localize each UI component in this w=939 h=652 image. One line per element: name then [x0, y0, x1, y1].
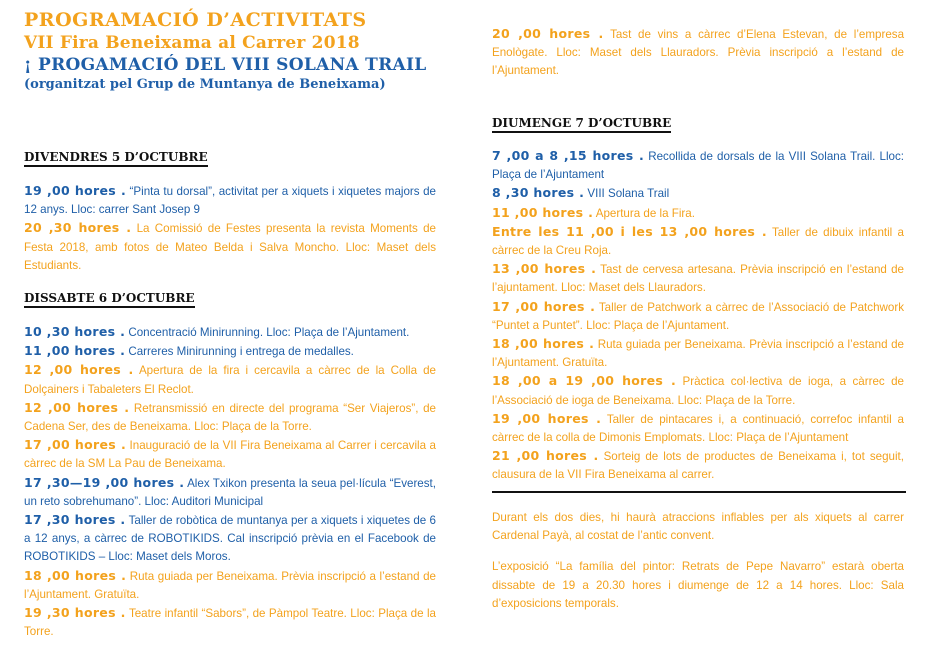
entry-time: 13 ,00 hores . [492, 261, 596, 276]
entry-time: 19 ,30 hores . [24, 605, 126, 620]
organizer-note: (organitzat pel Grup de Muntanya de Beneixama) [24, 77, 386, 92]
entry-time: 7 ,00 a 8 ,15 hores . [492, 148, 644, 163]
friday-heading: DIVENDRES 5 D’OCTUBRE [24, 150, 208, 167]
entry-description: Apertura de la fira i cercavila a càrrec de la Colla de Dolçainers i Tabaleters El Reclot. [24, 364, 436, 396]
entry-time: 18 ,00 hores . [24, 568, 126, 583]
entry-time: 10 ,30 hores . [24, 324, 125, 339]
fair-subtitle: VII Fira Beneixama al Carrer 2018 [24, 33, 360, 53]
schedule-entry [492, 372, 904, 409]
entry-time: 17 ,00 hores . [24, 437, 126, 452]
entry-description: Retransmissió en directe del programa “Ser Viajeros”, de Cadena Ser, des de Beneixama. Lloc: Plaça de la Torre. [24, 401, 436, 434]
schedule-entry [24, 342, 436, 361]
schedule-entry [24, 567, 436, 604]
entry-description: Recollida de dorsals de la VIII Solana Trail. Lloc: Plaça de l’Ajuntament [492, 150, 904, 182]
entry-description: La Comissió de Festes presenta la revista Moments de Festa 2018, amb fotos de Mateo Belda i Salva Moncho. Lloc: Maset dels Estudiants. [24, 222, 436, 272]
sunday-list [492, 147, 904, 485]
entry-time: 20 ,00 hores . [492, 26, 604, 41]
entry-description: Taller de pintacares i, a continuació, correfoc infantil a càrrec de la colla de Dimonis Emplomats. Lloc: Plaça de l’Ajuntament [492, 412, 904, 445]
entry-time: 11 ,00 hores . [24, 343, 125, 358]
saturday-list [24, 323, 436, 641]
schedule-entry [24, 399, 436, 436]
entry-time: 8 ,30 hores . [492, 185, 584, 200]
schedule-entry [492, 223, 904, 260]
entry-description: Carreres Minirunning i entrega de medalles. [128, 345, 354, 359]
schedule-entry [24, 182, 436, 219]
schedule-entry [492, 410, 904, 447]
entry-time: 17 ,30 hores . [24, 512, 125, 527]
entry-time: 20 ,30 hores . [24, 220, 131, 235]
entry-time: 21 ,00 hores . [492, 448, 599, 463]
schedule-entry [492, 204, 904, 223]
section-divider [492, 491, 906, 493]
entry-time: 11 ,00 hores . [492, 205, 593, 220]
schedule-entry [24, 511, 436, 567]
header [24, 9, 427, 94]
entry-time: 18 ,00 a 19 ,00 hores . [492, 373, 676, 388]
schedule-entry [24, 323, 436, 342]
schedule-entry [492, 184, 904, 203]
schedule-entry [492, 447, 904, 484]
inflatables-note: Durant els dos dies, hi haurà atraccions inflables per als xiquets al carrer Cardenal Payà, al costat de l’antic convent. [492, 511, 904, 543]
schedule-entry [24, 219, 436, 275]
entry-description: Ruta guiada per Beneixama. Prèvia inscripció a l’estand de l’Ajuntament. Gratuïta. [24, 569, 436, 601]
saturday-continued-list [492, 25, 904, 81]
entry-description: Alex Txikon presenta la seua pel·lícula “Everest, un reto sobrehumano”. Lloc: Auditori Municipal [24, 476, 436, 508]
schedule-entry [24, 436, 436, 473]
schedule-entry [24, 604, 436, 641]
entry-description: “Pinta tu dorsal”, activitat per a xiquets i xiquetes majors de 12 anys. Lloc: carrer Sant Josep 9 [24, 185, 437, 217]
entry-description: Taller de Patchwork a càrrec de l’Associació de Patchwork “Puntet a Puntet”. Lloc: Plaça de l’Ajuntament. [492, 300, 904, 332]
entry-description: Tast de cervesa artesana. Prèvia inscripció en l’estand de l’ajuntament. Lloc: Maset dels Llauradors. [492, 263, 904, 295]
entry-description: Inauguració de la VII Fira Beneixama al Carrer i cercavila a càrrec de la SM La Pau de Beneixama. [24, 439, 437, 471]
entry-description: VIII Solana Trail [587, 187, 670, 201]
entry-time: 19 ,00 hores . [492, 411, 601, 426]
entry-time: 12 ,00 hores . [24, 362, 134, 377]
sunday-heading: DIUMENGE 7 D’OCTUBRE [492, 116, 671, 133]
entry-description: Teatre infantil “Sabors”, de Pàmpol Teatre. Lloc: Plaça de la Torre. [24, 607, 436, 639]
schedule-entry [492, 25, 904, 81]
entry-time: 12 ,00 hores . [24, 400, 129, 415]
schedule-entry [492, 260, 904, 297]
schedule-entry [24, 361, 436, 398]
program-title: PROGRAMACIÓ D’ACTIVITATS [24, 9, 367, 31]
entry-time: Entre les 11 ,00 i les 13 ,00 hores . [492, 224, 767, 239]
exhibition-note: L’exposició “La família del pintor: Retrats de Pepe Navarro” estarà oberta dissabte de 19 a 20.30 hores i diumenge de 12 a 14 hores. Lloc: Sala d’exposicions temporals. [492, 560, 904, 610]
trail-title: ¡ PROGAMACIÓ DEL VIII SOLANA TRAIL [24, 55, 427, 75]
entry-description: Ruta guiada per Beneixama. Prèvia inscripció a l’estand de l’Ajuntament. Gratuïta. [492, 338, 904, 370]
entry-description: Tast de vins a càrrec d’Elena Estevan, de l’empresa Enològate. Lloc: Maset dels Llauradors. Prèvia inscripció a l’estand de l’Ajuntament. [492, 28, 905, 78]
schedule-entry [492, 147, 904, 184]
schedule-entry [492, 335, 904, 372]
notes [492, 509, 904, 613]
entry-description: Sorteig de lots de productes de Beneixama i, tot seguit, clausura de la VII Fira Beneixama al carrer. [492, 450, 904, 482]
entry-time: 17 ,30—19 ,00 hores . [24, 475, 184, 490]
schedule-entry [492, 298, 904, 335]
entry-description: Pràctica col·lectiva de ioga, a càrrec de l’Associació de ioga de Beneixama. Lloc: Plaça de la Torre. [492, 375, 905, 407]
entry-description: Taller de dibuix infantil a càrrec de la Creu Roja. [492, 225, 904, 258]
entry-time: 19 ,00 hores . [24, 183, 126, 198]
schedule-entry [24, 474, 436, 511]
entry-description: Apertura de la Fira. [595, 206, 695, 220]
saturday-heading: DISSABTE 6 D’OCTUBRE [24, 291, 195, 308]
entry-time: 18 ,00 hores . [492, 336, 594, 351]
entry-description: Taller de robòtica de muntanya per a xiquets i xiquetes de 6 a 12 anys, a càrrec de ROBOTIKIDS. Cal inscripció prèvia en el Facebook de ROBOTIKIDS – Lloc: Maset dels Moros. [24, 514, 436, 564]
friday-list [24, 182, 436, 275]
entry-time: 17 ,00 hores . [492, 299, 595, 314]
entry-description: Concentració Minirunning. Lloc: Plaça de l’Ajuntament. [128, 326, 410, 339]
